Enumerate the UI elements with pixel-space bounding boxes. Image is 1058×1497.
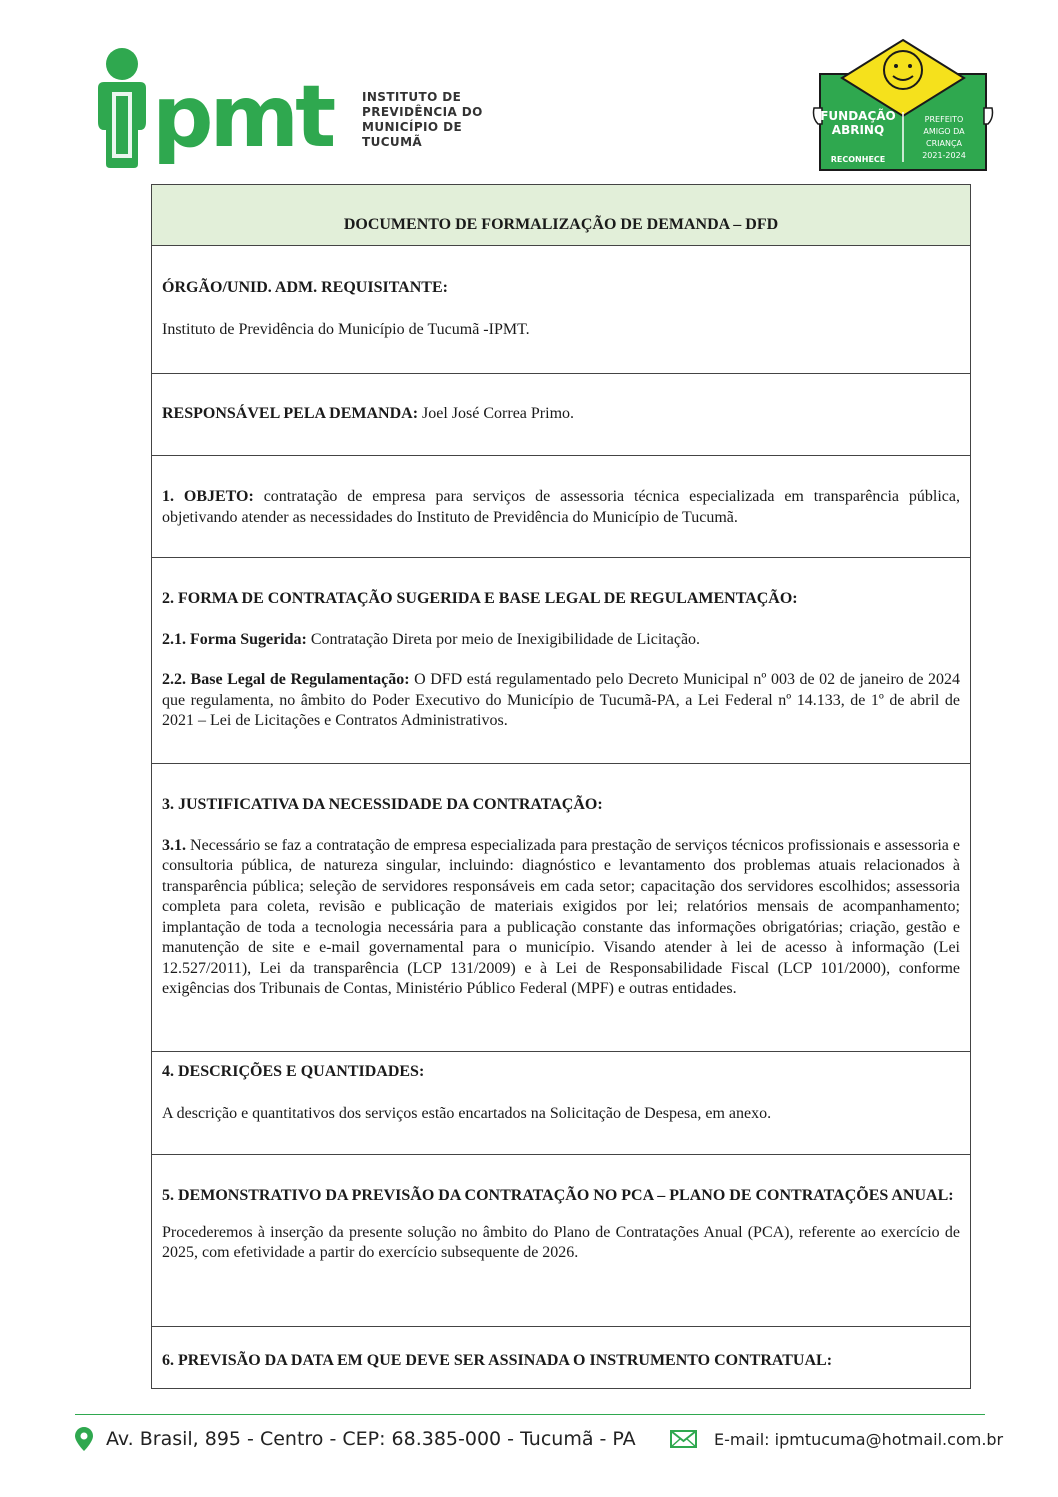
previsao-cell — [152, 1327, 971, 1389]
table-row — [152, 1327, 971, 1389]
badge-right-text: CRIANÇA — [925, 139, 963, 148]
justificativa-cell — [152, 764, 971, 1052]
footer-email[interactable]: E-mail: ipmtucuma@hotmail.com.br — [714, 1430, 1004, 1449]
logo-word: pmt — [152, 67, 333, 167]
objeto-label: 1. OBJETO: — [162, 488, 254, 505]
logo-caption — [362, 90, 492, 150]
logo-line: INSTITUTO DE — [362, 90, 462, 104]
descricoes-heading: 4. DESCRIÇÕES E QUANTIDADES: — [162, 1063, 425, 1080]
ipmt-logo — [92, 46, 492, 168]
orgao-cell — [152, 246, 971, 374]
table-row — [152, 1155, 971, 1327]
table-row — [152, 764, 971, 1052]
justificativa-item-label: 3.1. — [162, 836, 186, 854]
orgao-value: Instituto de Previdência do Município de Tucumã -IPMT. — [162, 320, 530, 338]
forma-heading: 2. FORMA DE CONTRATAÇÃO SUGERIDA E BASE LEGAL DE REGULAMENTAÇÃO: — [162, 590, 798, 607]
footer-address: Av. Brasil, 895 - Centro - CEP: 68.385-000 - Tucumã - PA — [106, 1428, 636, 1450]
location-pin-icon — [75, 1427, 93, 1451]
pca-cell — [152, 1155, 971, 1327]
objeto-value: contratação de empresa para serviços de assessoria técnica especializada em transparência pública, objetivando atender as necessidades do Instituto de Previdência do Município de Tucumã. — [162, 488, 960, 526]
pca-heading: 5. DEMONSTRATIVO DA PREVISÃO DA CONTRATAÇÃO NO PCA – PLANO DE CONTRATAÇÕES ANUAL: — [162, 1187, 954, 1204]
badge-left-text: FUNDAÇÃO — [820, 109, 896, 123]
fundacao-abrinq-badge — [812, 38, 994, 174]
forma-item1-label: 2.1. Forma Sugerida: — [162, 630, 307, 648]
table-row — [152, 456, 971, 558]
objeto-cell — [152, 456, 971, 558]
badge-right-text: PREFEITO — [924, 115, 964, 124]
logo-line: TUCUMÃ — [362, 135, 423, 149]
pca-text: Procederemos à inserção da presente solução no âmbito do Plano de Contratações Anual (PCA), referente ao exercício de 2025, com efetividade a partir do exercício subsequente de 2026. — [162, 1223, 960, 1261]
justificativa-heading: 3. JUSTIFICATIVA DA NECESSIDADE DA CONTRATAÇÃO: — [162, 796, 603, 813]
forma-item2-label: 2.2. Base Legal de Regulamentação: — [162, 671, 410, 688]
dfd-table — [151, 184, 971, 1389]
table-row — [152, 558, 971, 764]
badge-right-text: AMIGO DA — [923, 127, 965, 136]
previsao-heading: 6. PREVISÃO DA DATA EM QUE DEVE SER ASSINADA O INSTRUMENTO CONTRATUAL: — [162, 1352, 833, 1369]
responsavel-cell — [152, 374, 971, 456]
table-row — [152, 374, 971, 456]
envelope-icon — [670, 1430, 697, 1448]
descricoes-text: A descrição e quantitativos dos serviços estão encartados na Solicitação de Despesa, em anexo. — [162, 1104, 772, 1122]
logo-line: MUNICÍPIO DE — [362, 120, 463, 134]
footer-divider — [75, 1414, 985, 1415]
ipmt-logo-mark — [92, 46, 350, 168]
smiley-face-icon — [884, 51, 922, 89]
forma-cell — [152, 558, 971, 764]
forma-item2-value: O DFD está regulamentado pelo Decreto Municipal nº 003 de 02 de janeiro de 2024 que regulamenta, no âmbito do Poder Executivo do Município de Tucumã-PA, a Lei Federal nº 14.133, de 1º de abril de 2021 – Lei de Licitações e Contratos Administrativos. — [162, 671, 960, 729]
table-row — [152, 185, 971, 246]
responsavel-value: Joel José Correa Primo. — [418, 405, 575, 422]
logo-line: PREVIDÊNCIA DO — [362, 105, 483, 119]
forma-item1-value: Contratação Direta por meio de Inexigibilidade de Licitação. — [306, 630, 701, 648]
table-row — [152, 246, 971, 374]
table-row — [152, 1052, 971, 1155]
responsavel-label: RESPONSÁVEL PELA DEMANDA: — [162, 405, 419, 422]
descricoes-cell — [152, 1052, 971, 1155]
badge-left-text: ABRINQ — [831, 123, 885, 137]
orgao-label: ÓRGÃO/UNID. ADM. REQUISITANTE: — [162, 279, 448, 296]
badge-bottom-text: RECONHECE — [830, 155, 886, 164]
document-title: DOCUMENTO DE FORMALIZAÇÃO DE DEMANDA – DFD — [152, 185, 971, 246]
badge-right-text: 2021-2024 — [922, 151, 966, 160]
justificativa-item-value: Necessário se faz a contratação de empresa especializada para prestação de serviços técnicos profissionais e assessoria e consultoria pública, de natureza singular, incluindo: diagnóstico e levantamento dos problemas atuais relacionados à transparência pública; seleção de servidores responsáveis em cada setor; capacitação dos servidores escolhidos; assessoria completa para coleta, revisão e publicação de materiais exigidos por lei; relatórios mensais de acompanhamento; implantação de toda a tecnologia necessária para a publicação constante das informações obrigatórias; criação, gestão e manutenção de site e e-mail governamental para o município. Visando atender à lei de acesso à informação (Lei 12.527/2011), Lei da transparência (LCP 131/2009) e à Lei de Responsabilidade Fiscal (LCP 101/2000), conforme exigências dos Tribunais de Contas, Ministério Público Federal (MPF) e outras entidades. — [162, 836, 960, 997]
